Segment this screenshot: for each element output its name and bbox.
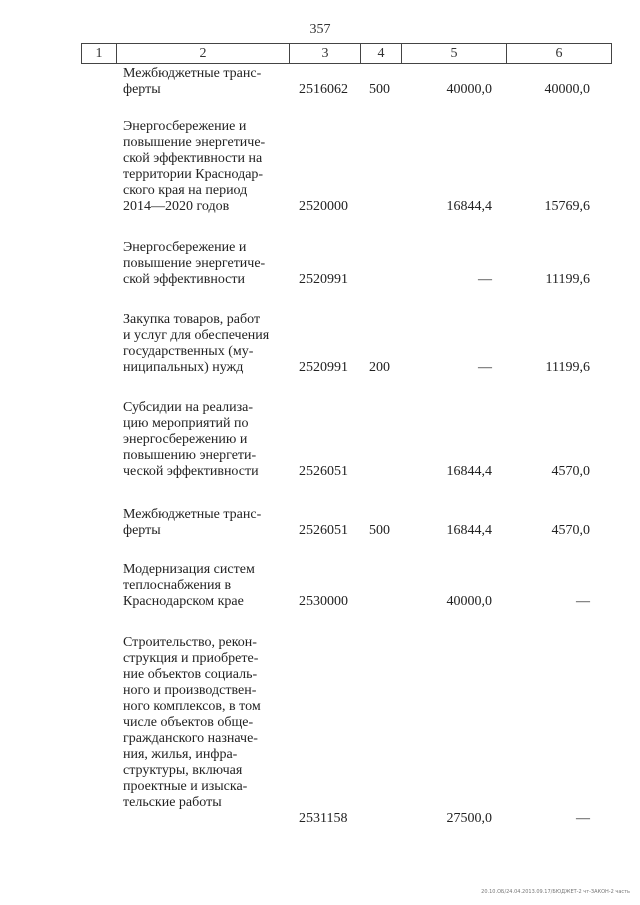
row-value-col5: 16844,4 [446, 199, 492, 214]
column-header-5: 5 [402, 44, 507, 64]
row-value-col5: 16844,4 [446, 523, 492, 538]
row-value-col6: 40000,0 [544, 82, 590, 97]
row-value-col6: 4570,0 [551, 464, 590, 479]
row-description: Строительство, рекон- струкция и приобрете- ние объектов социаль- ного и производствен- ного комплексов, в том числе объектов обще- гражданского назначе- ния, жилья, инфра- структуры, включая проектные и изыска- тельские работы [123, 635, 261, 810]
row-description: Энергосбережение и повышение энергетиче- ской эффективности [123, 240, 266, 287]
row-description: Межбюджетные транс- ферты [123, 507, 262, 538]
row-value-col5: — [478, 360, 492, 375]
row-value-col6: 11199,6 [545, 360, 590, 375]
row-value-col5: 16844,4 [446, 464, 492, 479]
row-description: Энергосбережение и повышение энергетиче- ской эффективности на территории Краснодар- ского края на период 2014—2020 годов [123, 119, 266, 214]
row-description: Закупка товаров, работ и услуг для обеспечения государственных (му- ниципальных) нужд [123, 312, 270, 375]
row-description: Модернизация систем теплоснабжения в Краснодарском крае [123, 562, 255, 609]
footer-file-note: 20.10.ОБ/24.04.2013.09.17/БЮДЖЕТ-2 чт-ЗАКОН-2 часть [481, 889, 630, 895]
row-description: Межбюджетные транс- ферты [123, 66, 262, 97]
row-code: 2520991 [299, 272, 348, 287]
row-code: 2530000 [299, 594, 348, 609]
row-value-col6: 4570,0 [551, 523, 590, 538]
column-header-6: 6 [507, 44, 612, 64]
column-header-3: 3 [290, 44, 361, 64]
column-header-4: 4 [361, 44, 402, 64]
row-code: 2526051 [299, 523, 348, 538]
row-value-col5: 40000,0 [446, 594, 492, 609]
row-code: 2520000 [299, 199, 348, 214]
row-code: 2526051 [299, 464, 348, 479]
row-value-col6: — [576, 594, 590, 609]
row-type: 500 [369, 82, 390, 97]
page-number: 357 [309, 22, 331, 37]
column-header-1: 1 [82, 44, 117, 64]
row-code: 2531158 [299, 811, 348, 826]
row-value-col5: — [478, 272, 492, 287]
row-code: 2516062 [299, 82, 348, 97]
row-type: 500 [369, 523, 390, 538]
row-value-col5: 40000,0 [446, 82, 492, 97]
row-code: 2520991 [299, 360, 348, 375]
column-header-table [81, 43, 612, 64]
row-type: 200 [369, 360, 390, 375]
row-value-col5: 27500,0 [446, 811, 492, 826]
row-value-col6: 15769,6 [544, 199, 590, 214]
column-header-row [82, 44, 612, 64]
row-value-col6: 11199,6 [545, 272, 590, 287]
row-description: Субсидии на реализа- цию мероприятий по энергосбережению и повышению энергети- ческой эффективности [123, 400, 259, 479]
row-value-col6: — [576, 811, 590, 826]
column-header-2: 2 [117, 44, 290, 64]
